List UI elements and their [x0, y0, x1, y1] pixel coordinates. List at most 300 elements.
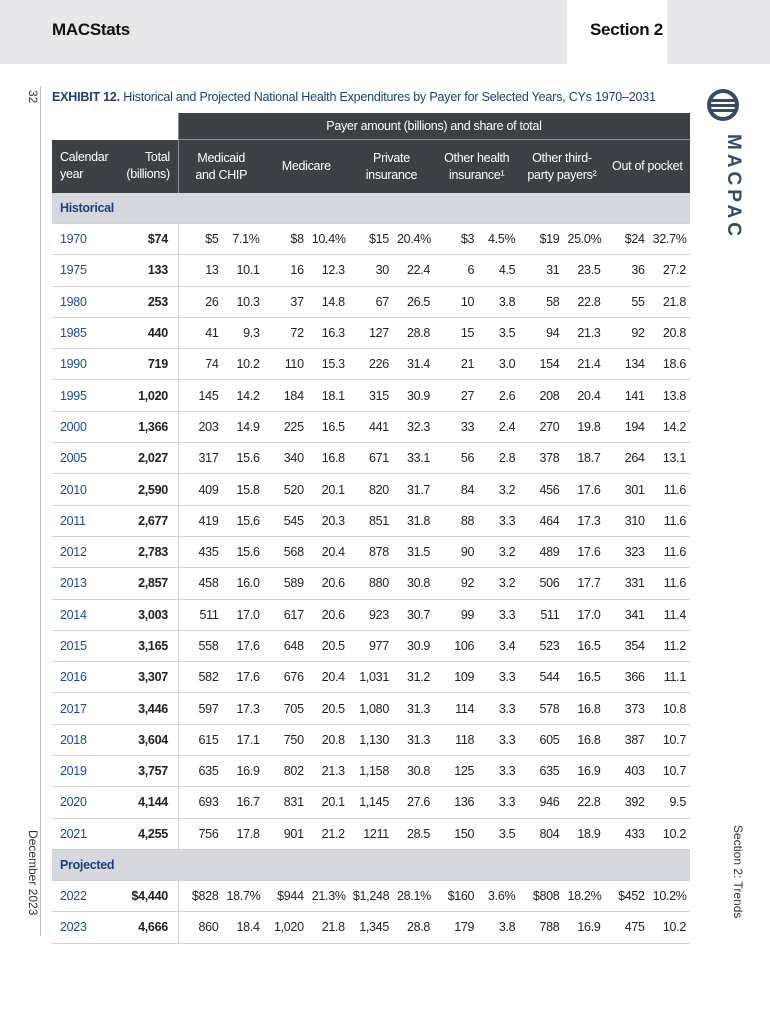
cell-medicaid-amount: 582 [178, 662, 222, 693]
table-row [52, 536, 690, 567]
cell-medicaid-share: 9.3 [223, 317, 264, 348]
cell-year: 2018 [52, 724, 116, 755]
cell-other-third-amount: 578 [519, 693, 563, 724]
cell-medicaid-amount: $5 [178, 224, 222, 255]
cell-medicare-share: 20.1 [308, 787, 349, 818]
cell-private-share: 31.2 [393, 662, 434, 693]
table-row [52, 662, 690, 693]
cell-other-third-amount: 804 [519, 818, 563, 849]
cell-other-health-share: 2.4 [478, 411, 519, 442]
cell-oop-amount: 36 [605, 255, 649, 286]
cell-private-share: 33.1 [393, 443, 434, 474]
exhibit-label: EXHIBIT 12. [52, 90, 120, 104]
cell-year: 2016 [52, 662, 116, 693]
cell-other-health-share: 3.3 [478, 599, 519, 630]
cell-other-health-amount: 106 [434, 630, 478, 661]
cell-medicaid-amount: 26 [178, 286, 222, 317]
cell-oop-amount: 264 [605, 443, 649, 474]
cell-medicare-share: 18.1 [308, 380, 349, 411]
cell-oop-amount: 341 [605, 599, 649, 630]
cell-other-health-share: 2.6 [478, 380, 519, 411]
logo-wordmark: MACPAC [723, 134, 744, 240]
cell-total: 2,027 [116, 443, 178, 474]
cell-medicare-amount: 705 [264, 693, 308, 724]
cell-other-third-amount: 788 [519, 912, 563, 943]
cell-other-third-amount: 506 [519, 568, 563, 599]
cell-private-amount: 1,145 [349, 787, 393, 818]
table-row [52, 411, 690, 442]
cell-oop-share: 14.2 [649, 411, 690, 442]
cell-other-health-share: 3.3 [478, 787, 519, 818]
left-margin-rule [40, 86, 41, 936]
cell-oop-amount: 134 [605, 349, 649, 380]
cell-year: 2000 [52, 411, 116, 442]
cell-other-third-amount: 511 [519, 599, 563, 630]
cell-other-health-share: 3.2 [478, 568, 519, 599]
cell-private-share: 27.6 [393, 787, 434, 818]
cell-oop-share: 10.2 [649, 818, 690, 849]
cell-oop-share: 11.1 [649, 662, 690, 693]
cell-medicaid-amount: 756 [178, 818, 222, 849]
cell-other-health-share: 4.5 [478, 255, 519, 286]
cell-private-amount: 977 [349, 630, 393, 661]
cell-total: 719 [116, 349, 178, 380]
cell-other-third-share: 16.8 [563, 724, 604, 755]
macpac-logo-icon [706, 88, 740, 122]
table-row [52, 380, 690, 411]
cell-private-amount: $15 [349, 224, 393, 255]
cell-other-health-amount: 88 [434, 505, 478, 536]
cell-oop-share: 32.7% [649, 224, 690, 255]
cell-year: 2020 [52, 787, 116, 818]
cell-other-third-amount: 456 [519, 474, 563, 505]
col-header-out-of-pocket: Out of pocket [605, 140, 690, 194]
cell-total: 2,590 [116, 474, 178, 505]
cell-year: 2013 [52, 568, 116, 599]
cell-oop-share: 10.7 [649, 756, 690, 787]
cell-medicaid-amount: 635 [178, 756, 222, 787]
cell-medicare-amount: 1,020 [264, 912, 308, 943]
cell-oop-share: 9.5 [649, 787, 690, 818]
cell-oop-amount: $24 [605, 224, 649, 255]
cell-other-third-amount: 154 [519, 349, 563, 380]
cell-medicaid-share: 17.3 [223, 693, 264, 724]
publication-date: December 2023 [26, 830, 40, 916]
cell-other-third-amount: 94 [519, 317, 563, 348]
cell-other-health-share: 3.3 [478, 505, 519, 536]
section-row [52, 193, 690, 224]
cell-other-third-share: 16.9 [563, 912, 604, 943]
exhibit-title [52, 90, 656, 104]
section-label: Projected [52, 849, 690, 880]
cell-other-health-amount: 27 [434, 380, 478, 411]
cell-medicaid-share: 10.1 [223, 255, 264, 286]
cell-private-share: 30.9 [393, 630, 434, 661]
cell-medicaid-share: 15.6 [223, 443, 264, 474]
cell-private-share: 30.9 [393, 380, 434, 411]
col-header-other-health: Other health insurance¹ [434, 140, 519, 194]
cell-private-share: 20.4% [393, 224, 434, 255]
cell-year: 2010 [52, 474, 116, 505]
cell-other-third-amount: 31 [519, 255, 563, 286]
table-row [52, 724, 690, 755]
cell-other-third-share: 16.8 [563, 693, 604, 724]
col-header-medicaid: Medicaid and CHIP [178, 140, 263, 194]
cell-other-third-share: 21.3 [563, 317, 604, 348]
table-row [52, 880, 690, 911]
cell-other-health-amount: $160 [434, 880, 478, 911]
cell-oop-share: 10.2% [649, 880, 690, 911]
cell-medicare-share: 20.3 [308, 505, 349, 536]
cell-total: 1,020 [116, 380, 178, 411]
cell-year: 2021 [52, 818, 116, 849]
cell-medicare-share: 20.5 [308, 630, 349, 661]
cell-year: 2012 [52, 536, 116, 567]
cell-private-amount: 851 [349, 505, 393, 536]
table-row [52, 255, 690, 286]
cell-other-third-share: 19.8 [563, 411, 604, 442]
cell-private-share: 28.8 [393, 912, 434, 943]
cell-medicaid-share: 7.1% [223, 224, 264, 255]
cell-total: 3,307 [116, 662, 178, 693]
cell-year: 2019 [52, 756, 116, 787]
cell-total: 2,857 [116, 568, 178, 599]
cell-other-third-share: 23.5 [563, 255, 604, 286]
cell-oop-amount: 331 [605, 568, 649, 599]
cell-medicare-share: 16.8 [308, 443, 349, 474]
cell-private-share: 31.3 [393, 693, 434, 724]
cell-medicare-amount: $8 [264, 224, 308, 255]
section-row [52, 849, 690, 880]
table-row [52, 599, 690, 630]
cell-medicare-share: 20.4 [308, 662, 349, 693]
cell-private-share: 32.3 [393, 411, 434, 442]
cell-total: 440 [116, 317, 178, 348]
cell-other-health-share: 3.8 [478, 286, 519, 317]
cell-oop-amount: 475 [605, 912, 649, 943]
cell-oop-share: 13.1 [649, 443, 690, 474]
cell-medicare-amount: 676 [264, 662, 308, 693]
cell-medicare-share: 14.8 [308, 286, 349, 317]
cell-year: 1970 [52, 224, 116, 255]
cell-other-third-share: 18.7 [563, 443, 604, 474]
cell-medicaid-share: 15.8 [223, 474, 264, 505]
cell-private-amount: $1,248 [349, 880, 393, 911]
cell-total: 3,165 [116, 630, 178, 661]
cell-medicare-amount: 589 [264, 568, 308, 599]
cell-medicaid-share: 17.1 [223, 724, 264, 755]
cell-oop-amount: 92 [605, 317, 649, 348]
cell-medicaid-amount: 615 [178, 724, 222, 755]
header-spacer [52, 113, 178, 140]
cell-private-share: 31.5 [393, 536, 434, 567]
cell-oop-amount: 373 [605, 693, 649, 724]
cell-private-share: 28.8 [393, 317, 434, 348]
cell-other-third-share: 16.9 [563, 756, 604, 787]
cell-medicare-amount: 72 [264, 317, 308, 348]
cell-other-third-share: 18.2% [563, 880, 604, 911]
cell-private-share: 28.5 [393, 818, 434, 849]
cell-medicaid-amount: 597 [178, 693, 222, 724]
cell-other-third-amount: $19 [519, 224, 563, 255]
cell-other-health-share: 3.2 [478, 536, 519, 567]
cell-year: 2014 [52, 599, 116, 630]
cell-other-third-amount: 58 [519, 286, 563, 317]
cell-oop-amount: 141 [605, 380, 649, 411]
table-row [52, 756, 690, 787]
cell-private-share: 22.4 [393, 255, 434, 286]
cell-medicare-amount: 831 [264, 787, 308, 818]
cell-other-health-share: 3.5 [478, 317, 519, 348]
cell-oop-amount: 310 [605, 505, 649, 536]
cell-medicare-amount: 802 [264, 756, 308, 787]
cell-other-health-amount: 84 [434, 474, 478, 505]
cell-private-amount: 1,080 [349, 693, 393, 724]
cell-private-share: 30.8 [393, 568, 434, 599]
table-row [52, 349, 690, 380]
cell-other-health-amount: 21 [434, 349, 478, 380]
cell-private-amount: 878 [349, 536, 393, 567]
cell-other-third-share: 22.8 [563, 286, 604, 317]
cell-medicare-share: 20.8 [308, 724, 349, 755]
cell-other-third-amount: 523 [519, 630, 563, 661]
cell-other-third-share: 17.7 [563, 568, 604, 599]
cell-other-health-amount: 15 [434, 317, 478, 348]
cell-medicare-amount: 520 [264, 474, 308, 505]
section-label: Historical [52, 193, 690, 224]
page-number: 32 [26, 90, 40, 104]
cell-oop-share: 10.7 [649, 724, 690, 755]
cell-other-health-amount: 99 [434, 599, 478, 630]
cell-other-health-amount: 109 [434, 662, 478, 693]
cell-medicare-share: 20.6 [308, 599, 349, 630]
col-header-other-third-party: Other third- party payers² [519, 140, 604, 194]
table-row [52, 912, 690, 943]
cell-medicaid-amount: 41 [178, 317, 222, 348]
cell-total: 2,677 [116, 505, 178, 536]
cell-medicare-share: 16.3 [308, 317, 349, 348]
exhibit-title-text: Historical and Projected National Health Expenditures by Payer for Selected Years, CYs 1970–2031 [123, 90, 656, 104]
cell-oop-amount: 194 [605, 411, 649, 442]
cell-medicaid-share: 10.2 [223, 349, 264, 380]
cell-oop-amount: 392 [605, 787, 649, 818]
cell-total: $4,440 [116, 880, 178, 911]
table-row [52, 818, 690, 849]
col-header-total: Total (billions) [116, 140, 178, 194]
cell-other-health-amount: 150 [434, 818, 478, 849]
cell-medicare-share: 20.5 [308, 693, 349, 724]
cell-total: 3,757 [116, 756, 178, 787]
cell-oop-amount: 55 [605, 286, 649, 317]
cell-year: 1985 [52, 317, 116, 348]
cell-medicare-amount: 545 [264, 505, 308, 536]
table-row [52, 286, 690, 317]
cell-other-health-amount: 10 [434, 286, 478, 317]
cell-total: 4,666 [116, 912, 178, 943]
cell-private-amount: 1,130 [349, 724, 393, 755]
cell-other-health-share: 3.5 [478, 818, 519, 849]
cell-medicaid-amount: 435 [178, 536, 222, 567]
cell-oop-amount: 354 [605, 630, 649, 661]
cell-other-health-share: 3.3 [478, 724, 519, 755]
cell-medicaid-amount: 558 [178, 630, 222, 661]
cell-medicaid-share: 10.3 [223, 286, 264, 317]
cell-oop-share: 11.4 [649, 599, 690, 630]
cell-medicaid-share: 16.0 [223, 568, 264, 599]
cell-year: 2005 [52, 443, 116, 474]
cell-other-third-share: 18.9 [563, 818, 604, 849]
cell-private-amount: 67 [349, 286, 393, 317]
cell-medicaid-share: 17.0 [223, 599, 264, 630]
cell-year: 1975 [52, 255, 116, 286]
cell-private-amount: 315 [349, 380, 393, 411]
cell-oop-share: 18.6 [649, 349, 690, 380]
cell-medicare-share: 10.4% [308, 224, 349, 255]
cell-oop-amount: 433 [605, 818, 649, 849]
cell-medicaid-share: 16.9 [223, 756, 264, 787]
cell-private-share: 31.4 [393, 349, 434, 380]
cell-oop-share: 21.8 [649, 286, 690, 317]
cell-medicare-amount: 568 [264, 536, 308, 567]
cell-other-third-share: 17.0 [563, 599, 604, 630]
cell-total: 4,144 [116, 787, 178, 818]
cell-other-third-share: 20.4 [563, 380, 604, 411]
cell-medicaid-share: 16.7 [223, 787, 264, 818]
cell-other-health-share: 3.8 [478, 912, 519, 943]
cell-year: 2023 [52, 912, 116, 943]
cell-oop-amount: 366 [605, 662, 649, 693]
cell-other-health-share: 3.3 [478, 756, 519, 787]
cell-other-third-amount: 946 [519, 787, 563, 818]
cell-medicaid-amount: 860 [178, 912, 222, 943]
cell-total: 3,003 [116, 599, 178, 630]
cell-private-amount: 1,031 [349, 662, 393, 693]
cell-medicaid-amount: 511 [178, 599, 222, 630]
cell-medicare-share: 16.5 [308, 411, 349, 442]
cell-medicare-amount: 16 [264, 255, 308, 286]
cell-oop-share: 27.2 [649, 255, 690, 286]
cell-medicare-share: 21.2 [308, 818, 349, 849]
cell-medicaid-share: 17.8 [223, 818, 264, 849]
cell-other-third-share: 17.3 [563, 505, 604, 536]
cell-year: 1980 [52, 286, 116, 317]
cell-other-health-amount: 33 [434, 411, 478, 442]
cell-medicaid-share: 15.6 [223, 536, 264, 567]
cell-medicare-amount: 648 [264, 630, 308, 661]
cell-other-health-amount: 6 [434, 255, 478, 286]
cell-medicare-amount: 901 [264, 818, 308, 849]
col-header-year: Calendar year [52, 140, 116, 194]
cell-other-third-share: 17.6 [563, 474, 604, 505]
cell-other-third-amount: 635 [519, 756, 563, 787]
cell-medicare-share: 21.3 [308, 756, 349, 787]
cell-medicare-amount: 110 [264, 349, 308, 380]
cell-medicaid-share: 15.6 [223, 505, 264, 536]
cell-medicaid-amount: $828 [178, 880, 222, 911]
cell-medicare-share: 20.6 [308, 568, 349, 599]
cell-other-third-amount: 270 [519, 411, 563, 442]
cell-total: 3,446 [116, 693, 178, 724]
cell-oop-share: 13.8 [649, 380, 690, 411]
cell-year: 2017 [52, 693, 116, 724]
cell-medicaid-amount: 409 [178, 474, 222, 505]
cell-medicare-share: 21.3% [308, 880, 349, 911]
cell-medicare-amount: 617 [264, 599, 308, 630]
cell-total: 3,604 [116, 724, 178, 755]
cell-private-share: 28.1% [393, 880, 434, 911]
cell-medicaid-amount: 203 [178, 411, 222, 442]
cell-oop-share: 11.6 [649, 536, 690, 567]
col-header-private: Private insurance [349, 140, 434, 194]
cell-other-health-share: 3.6% [478, 880, 519, 911]
cell-total: $74 [116, 224, 178, 255]
cell-oop-amount: 323 [605, 536, 649, 567]
cell-other-third-share: 17.6 [563, 536, 604, 567]
cell-other-third-share: 16.5 [563, 630, 604, 661]
cell-oop-share: 11.6 [649, 474, 690, 505]
cell-private-amount: 127 [349, 317, 393, 348]
cell-other-third-amount: 605 [519, 724, 563, 755]
cell-other-health-amount: 114 [434, 693, 478, 724]
table-row [52, 443, 690, 474]
cell-other-health-amount: 125 [434, 756, 478, 787]
cell-year: 1995 [52, 380, 116, 411]
section-footer: Section 2: Trends [731, 825, 745, 919]
cell-other-health-amount: $3 [434, 224, 478, 255]
cell-other-third-amount: 489 [519, 536, 563, 567]
cell-private-share: 31.8 [393, 505, 434, 536]
cell-medicare-share: 15.3 [308, 349, 349, 380]
cell-other-health-share: 4.5% [478, 224, 519, 255]
cell-oop-share: 11.6 [649, 505, 690, 536]
cell-other-health-share: 3.3 [478, 662, 519, 693]
cell-medicare-amount: $944 [264, 880, 308, 911]
table-row [52, 787, 690, 818]
cell-private-amount: 880 [349, 568, 393, 599]
cell-other-third-share: 25.0% [563, 224, 604, 255]
cell-other-third-amount: 464 [519, 505, 563, 536]
cell-other-health-amount: 118 [434, 724, 478, 755]
cell-oop-amount: 403 [605, 756, 649, 787]
cell-private-amount: 923 [349, 599, 393, 630]
cell-medicaid-share: 14.9 [223, 411, 264, 442]
col-header-medicare: Medicare [264, 140, 349, 194]
cell-medicare-amount: 750 [264, 724, 308, 755]
cell-medicaid-amount: 693 [178, 787, 222, 818]
cell-oop-share: 20.8 [649, 317, 690, 348]
cell-medicare-amount: 225 [264, 411, 308, 442]
cell-total: 253 [116, 286, 178, 317]
cell-oop-amount: 387 [605, 724, 649, 755]
cell-year: 2015 [52, 630, 116, 661]
cell-medicaid-amount: 74 [178, 349, 222, 380]
table-row [52, 505, 690, 536]
cell-other-health-amount: 90 [434, 536, 478, 567]
cell-medicaid-amount: 317 [178, 443, 222, 474]
cell-private-amount: 1,345 [349, 912, 393, 943]
cell-private-share: 30.7 [393, 599, 434, 630]
cell-private-share: 30.8 [393, 756, 434, 787]
cell-year: 2011 [52, 505, 116, 536]
cell-private-share: 31.3 [393, 724, 434, 755]
cell-oop-share: 11.2 [649, 630, 690, 661]
cell-other-third-share: 21.4 [563, 349, 604, 380]
cell-medicare-amount: 340 [264, 443, 308, 474]
cell-medicare-share: 20.4 [308, 536, 349, 567]
cell-medicare-share: 20.1 [308, 474, 349, 505]
cell-oop-share: 10.2 [649, 912, 690, 943]
cell-other-third-amount: 378 [519, 443, 563, 474]
